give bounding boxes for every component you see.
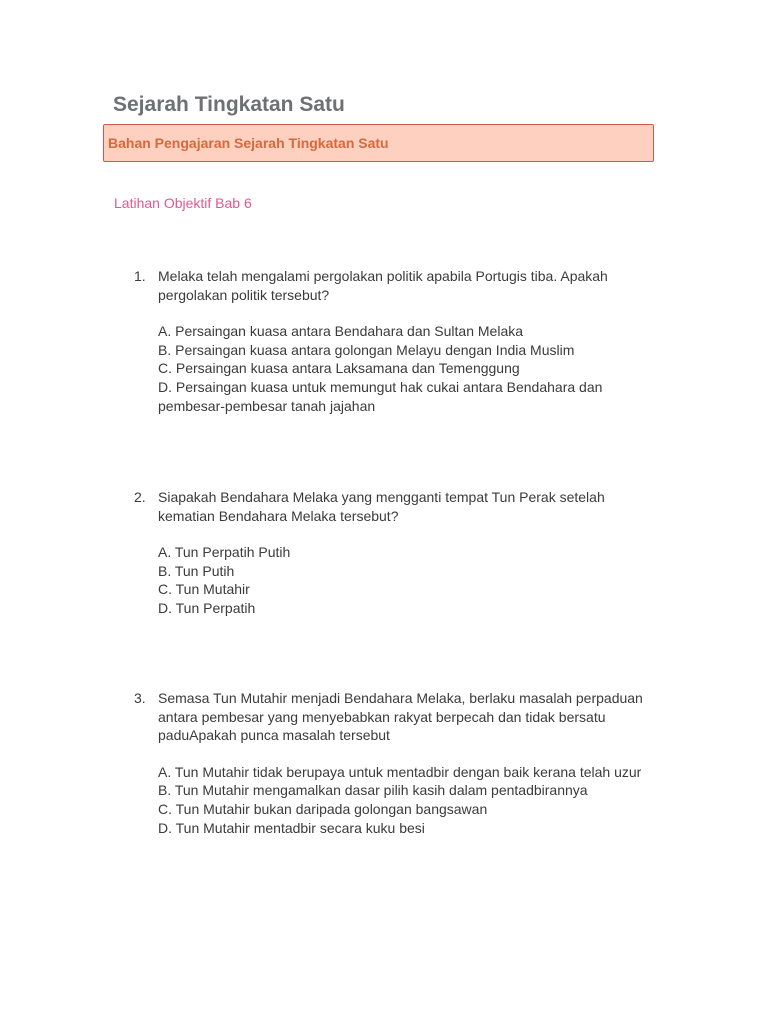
question-text: Siapakah Bendahara Melaka yang mengganti tempat Tun Perak setelah kematian Bendahara Melaka tersebut?	[158, 489, 605, 524]
answer-option-b: B. Persaingan kuasa antara golongan Melayu dengan India Muslim	[158, 341, 575, 358]
question-2	[134, 488, 654, 618]
answer-option-a: A. Tun Perpatih Putih	[158, 544, 291, 561]
banner	[103, 124, 654, 162]
question-1	[134, 267, 654, 415]
answer-option-d: D. Tun Perpatih	[158, 599, 256, 616]
question-number: 1.	[134, 268, 146, 284]
question-text: Melaka telah mengalami pergolakan politik apabila Portugis tiba. Apakah pergolakan politik tersebut?	[158, 268, 608, 303]
answer-option-a: A. Tun Mutahir tidak berupaya untuk mentadbir dengan baik kerana telah uzur	[158, 763, 642, 780]
answer-option-d: D. Persaingan kuasa untuk memungut hak cukai antara Bendahara dan pembesar-pembesar tanah jajahan	[158, 378, 603, 414]
answer-option-b: B. Tun Mutahir mengamalkan dasar pilih kasih dalam pentadbirannya	[158, 782, 588, 799]
answer-options	[158, 322, 654, 415]
section-subtitle: Latihan Objektif Bab 6	[114, 195, 252, 211]
question-number: 3.	[134, 690, 146, 706]
banner-text: Bahan Pengajaran Sejarah Tingkatan Satu	[108, 135, 389, 151]
answer-option-c: C. Tun Mutahir bukan daripada golongan bangsawan	[158, 800, 488, 817]
answer-option-d: D. Tun Mutahir mentadbir secara kuku besi	[158, 819, 425, 836]
answer-option-c: C. Persaingan kuasa antara Laksamana dan Temenggung	[158, 360, 520, 377]
answer-option-c: C. Tun Mutahir	[158, 581, 250, 598]
question-text: Semasa Tun Mutahir menjadi Bendahara Melaka, berlaku masalah perpaduan antara pembesar yang menyebabkan rakyat berpecah dan tidak bersatu paduApakah punca masalah tersebut	[158, 690, 643, 744]
question-3	[134, 689, 654, 837]
answer-options	[158, 543, 654, 617]
answer-options	[158, 763, 654, 837]
answer-option-a: A. Persaingan kuasa antara Bendahara dan Sultan Melaka	[158, 323, 524, 340]
question-number: 2.	[134, 489, 146, 505]
answer-option-b: B. Tun Putih	[158, 562, 235, 579]
page-title: Sejarah Tingkatan Satu	[113, 93, 345, 116]
